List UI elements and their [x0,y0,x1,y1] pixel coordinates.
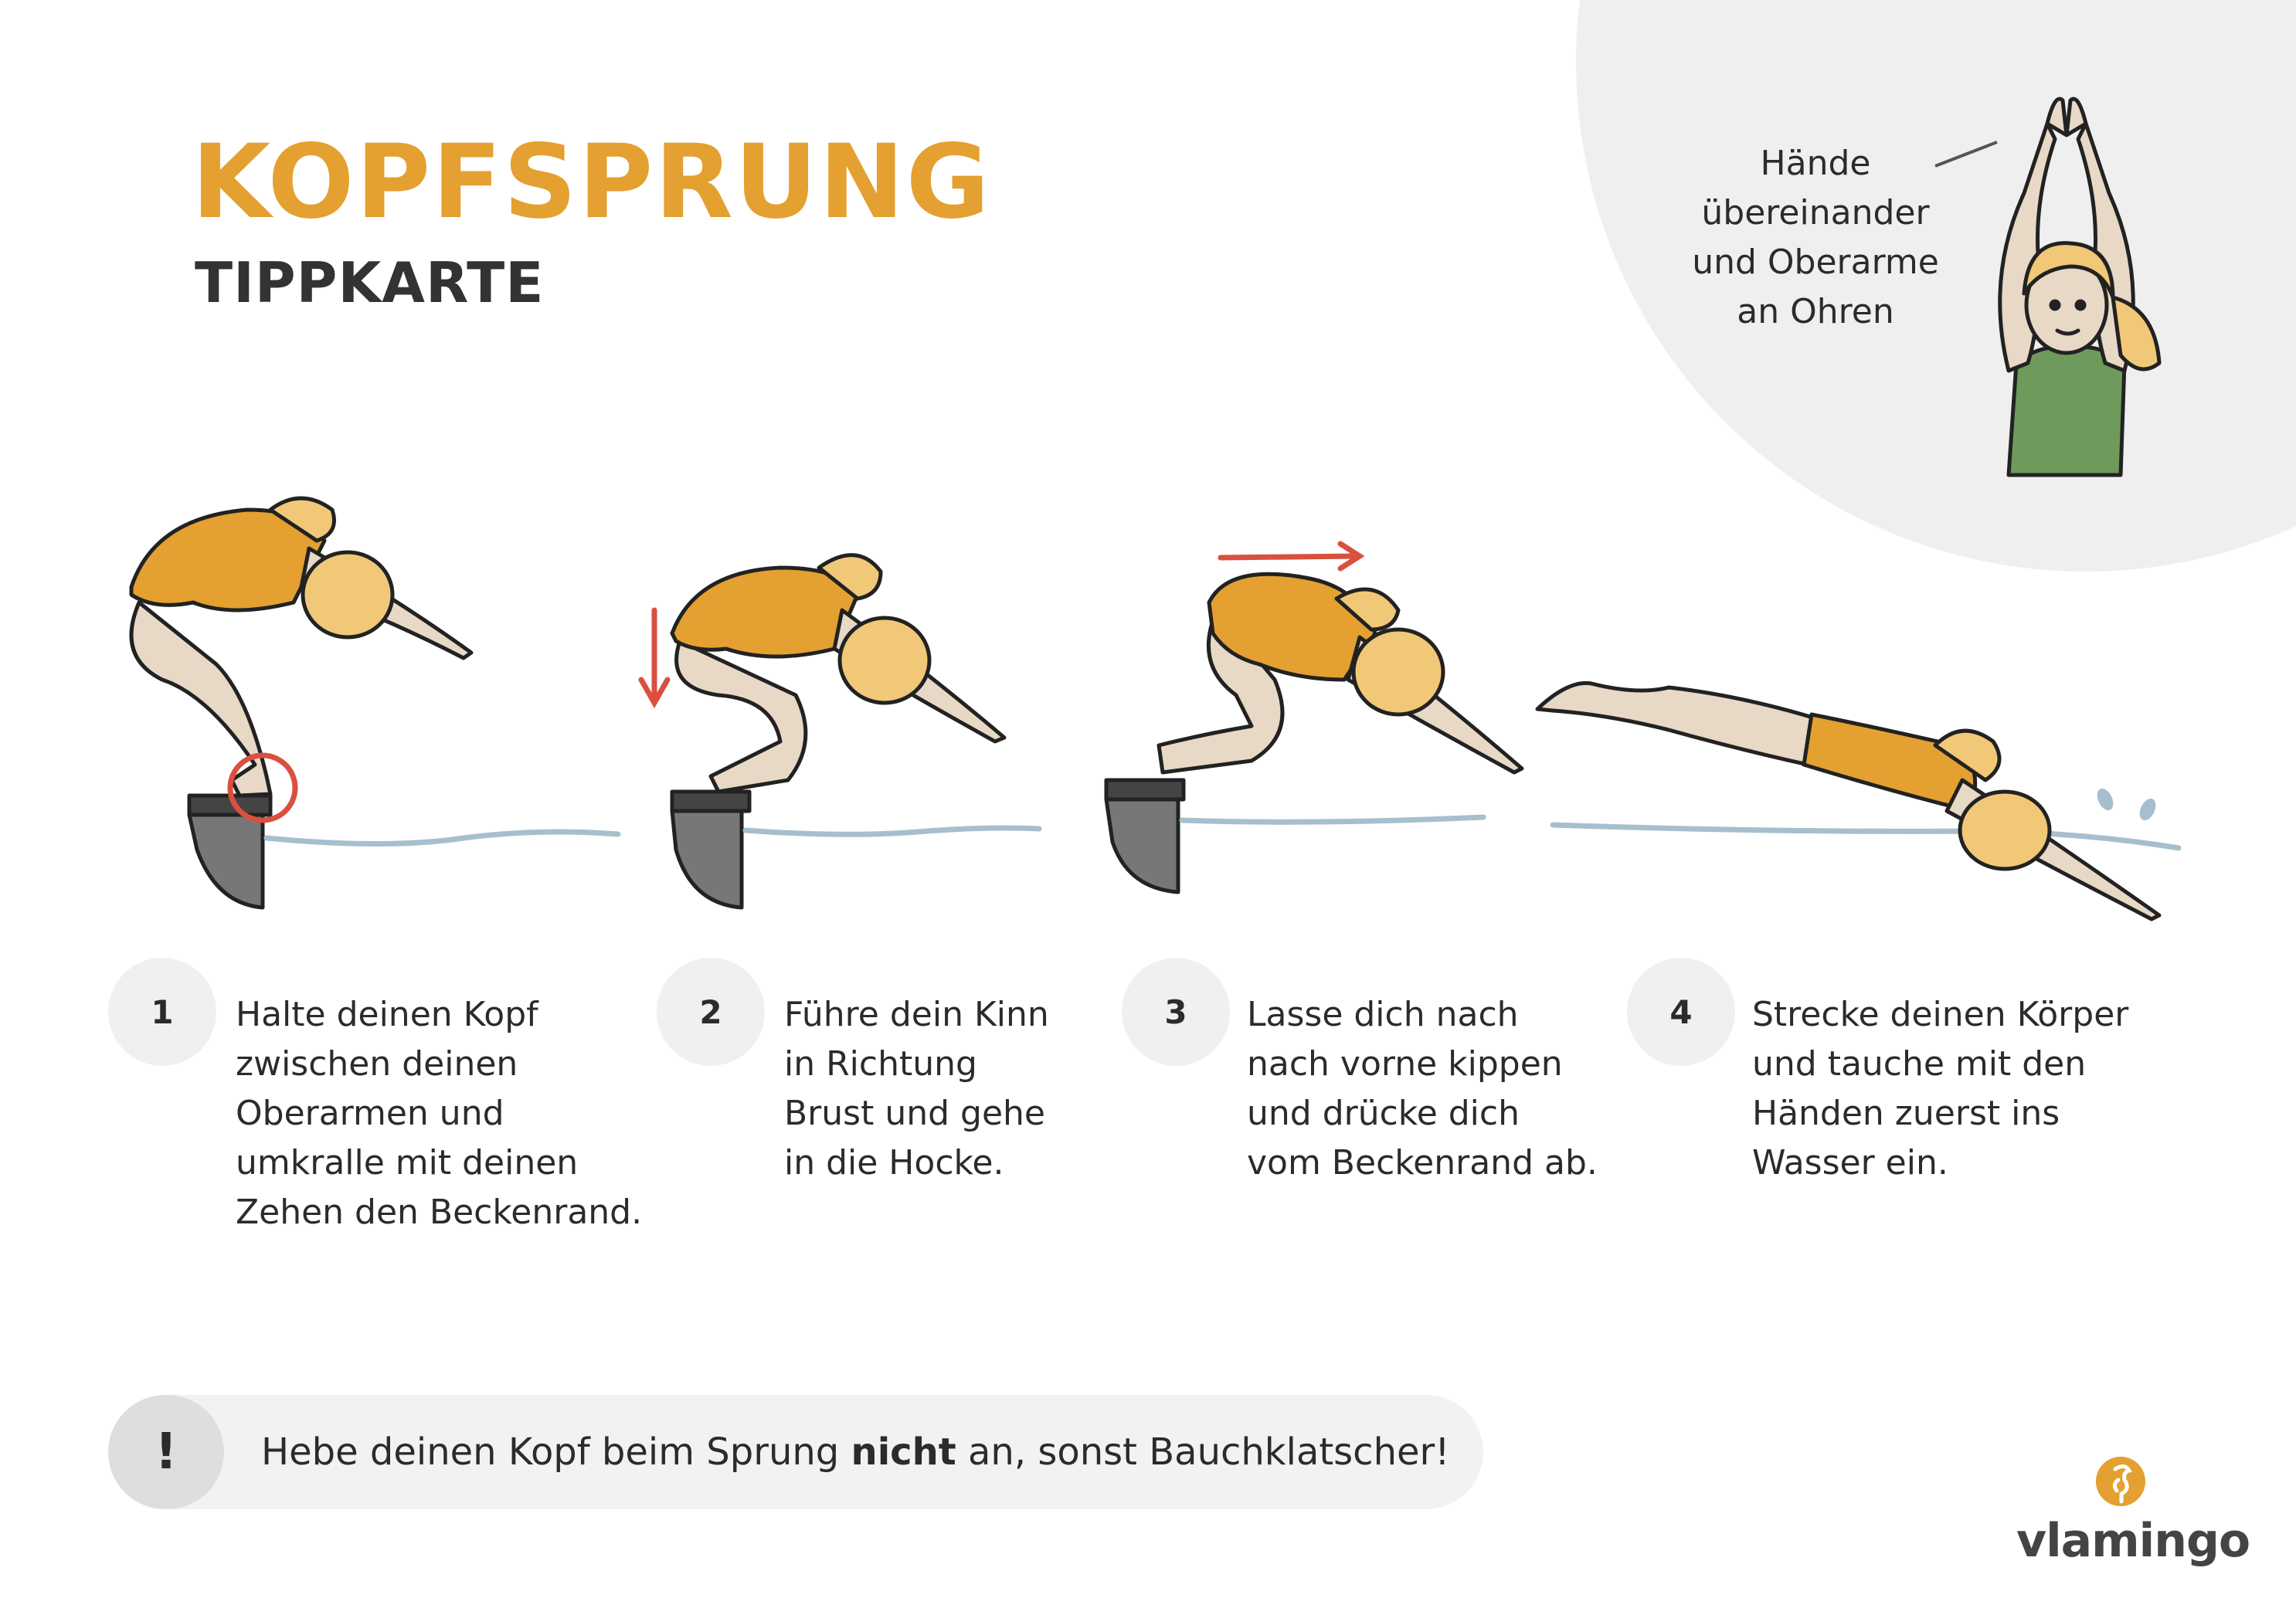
hint-figure [2000,99,2159,475]
warning-text-emphasis: nicht [851,1430,956,1474]
step-3-number: 3 [1122,958,1230,1066]
warning-text-start: Hebe deinen Kopf beim Sprung [261,1430,851,1474]
warning-text-end: an, sonst Bauchklatscher! [956,1430,1450,1474]
page-subtitle: TIPPKARTE [195,250,545,315]
step-4-line: Wasser ein. [1752,1143,1948,1183]
step-3-line: vom Beckenrand ab. [1247,1143,1598,1183]
step-1-line: Halte deinen Kopf [236,995,538,1034]
step-4-line: Händen zuerst ins [1752,1094,2060,1133]
step-1-line: zwischen deinen [236,1044,518,1084]
hint-pointer-line [1935,142,1997,166]
hint-line-1: Hände [1760,144,1871,183]
vlamingo-logo [2016,1452,2250,1568]
step-2-text [784,990,1049,1188]
step-1-line: umkralle mit deinen [236,1143,579,1183]
step-3-line: nach vorne kippen [1247,1044,1563,1084]
hint-line-4: an Ohren [1737,292,1894,331]
step-4-text [1752,990,2128,1188]
flamingo-icon [2016,1452,2225,1522]
warning-icon: ! [108,1395,224,1509]
step-2-down-arrow [641,610,667,703]
step-4-illustration [1537,683,2179,919]
step-2-line: in die Hocke. [784,1143,1004,1183]
splash-droplets [2094,786,2159,823]
step-4-line: und tauche mit den [1752,1044,2087,1084]
page-title: KOPFSPRUNG [192,123,991,242]
step-2-illustration [672,555,1039,908]
step-2-number: 2 [657,958,765,1066]
step-2-line: Brust und gehe [784,1094,1045,1133]
step-1-line: Zehen den Beckenrand. [236,1193,643,1232]
step-3-text [1247,990,1598,1188]
step-3-right-arrow [1221,544,1360,568]
hint-line-2: übereinander [1701,193,1930,232]
step-3-line: und drücke dich [1247,1094,1520,1133]
warning-text [261,1429,1450,1475]
step-1-line: Oberarmen und [236,1094,504,1133]
hint-line-3: und Oberarme [1692,243,1939,282]
step-2-line: in Richtung [784,1044,977,1084]
step-2-line: Führe dein Kinn [784,995,1049,1034]
step-4-number: 4 [1627,958,1735,1066]
step-3-line: Lasse dich nach [1247,995,1519,1034]
step-1-illustration [131,498,618,908]
logo-text: vlamingo [2016,1514,2250,1568]
step-1-number: 1 [108,958,216,1066]
step-1-text [236,990,642,1237]
step-4-line: Strecke deinen Körper [1752,995,2129,1034]
step-3-illustration [1106,574,1522,892]
